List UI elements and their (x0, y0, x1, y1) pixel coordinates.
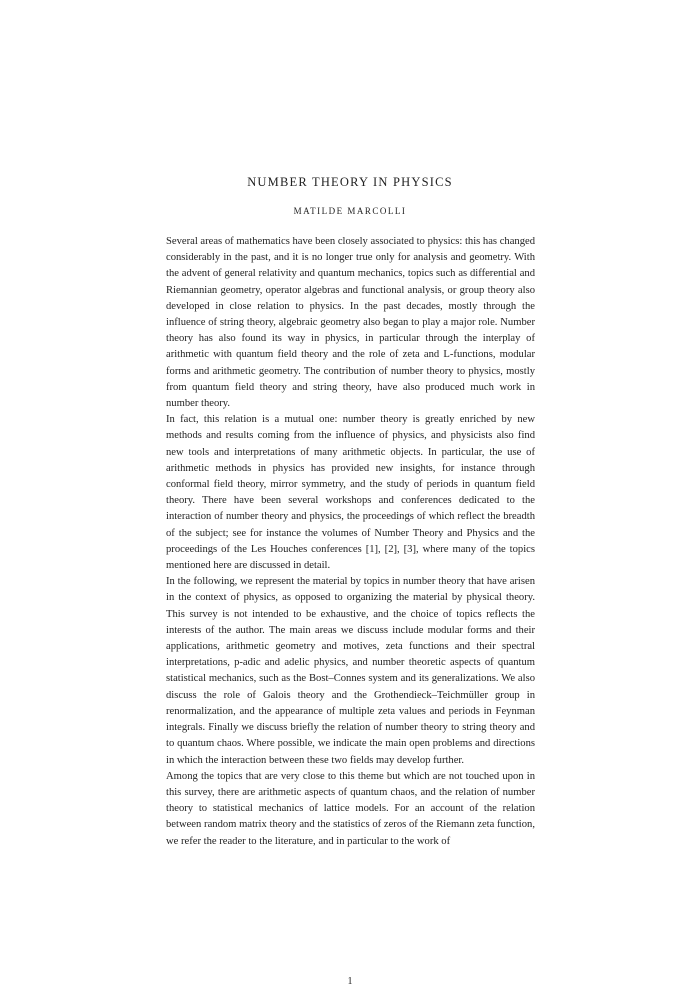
paragraph-1: Several areas of mathematics have been closely associated to physics: this has changed considerably in the past, and it is no longer true only for analysis and geometry. With the advent of general relativity and quantum mechanics, topics such as differential and Riemannian geometry, operator algebras and functional analysis, or group theory also developed in close relation to physics. In the past decades, mostly through the influence of string theory, algebraic geometry also began to play a major role. Number theory has also found its way in physics, in particular through the interplay of arithmetic with quantum field theory and the role of zeta and L-functions, modular forms and arithmetic geometry. The contribution of number theory to physics, mostly from quantum field theory and string theory, have also produced much work in number theory. (166, 236, 535, 410)
page-number: 1 (347, 976, 353, 987)
paragraph-4: Among the topics that are very close to this theme but which are not touched upon in this survey, there are arithmetic aspects of quantum chaos, and the relation of number theory to statistical mechanics of lattice models. For an account of the relation between random matrix theory and the statistics of zeros of the Riemann zeta function, we refer the reader to the literature, and in particular to the work of (166, 770, 535, 847)
paragraph-3: In the following, we represent the material by topics in number theory that have arisen in the context of physics, as opposed to organizing the material by physical theory. This survey is not intended to be exhaustive, and the choice of topics reflects the interests of the author. The main areas we discuss include modular forms and their applications, arithmetic geometry and motives, zeta functions and their spectral interpretations, p-adic and adelic physics, and number theoretic aspects of quantum statistical mechanics, such as the Bost–Connes system and its generalizations. We also discuss the role of Galois theory and the Grothendieck–Teichmüller group in renormalization, and the appearance of multiple zeta values and periods in Feynman integrals. Finally we discuss briefly the relation of number theory to string theory and to quantum chaos. Where possible, we indicate the main open problems and directions in which the interaction between these two fields may develop further. (166, 576, 535, 766)
body-text (166, 234, 535, 850)
paper-title: NUMBER THEORY IN PHYSICS (247, 175, 453, 189)
paragraph-2: In fact, this relation is a mutual one: number theory is greatly enriched by new methods and results coming from the influence of physics, and physicists also find new tools and interpretations of many arithmetic objects. In particular, the use of arithmetic methods in physics has provided new insights, for instance through conformal field theory, mirror symmetry, and the study of periods in quantum field theory. There have been several workshops and conferences dedicated to the interaction of number theory and physics, the proceedings of which reflect the breadth of the subject; see for instance the volumes of Number Theory and Physics and the proceedings of the Les Houches conferences [1], [2], [3], where many of the topics mentioned here are discussed in detail. (166, 414, 535, 572)
author-name: MATILDE MARCOLLI (293, 206, 407, 216)
